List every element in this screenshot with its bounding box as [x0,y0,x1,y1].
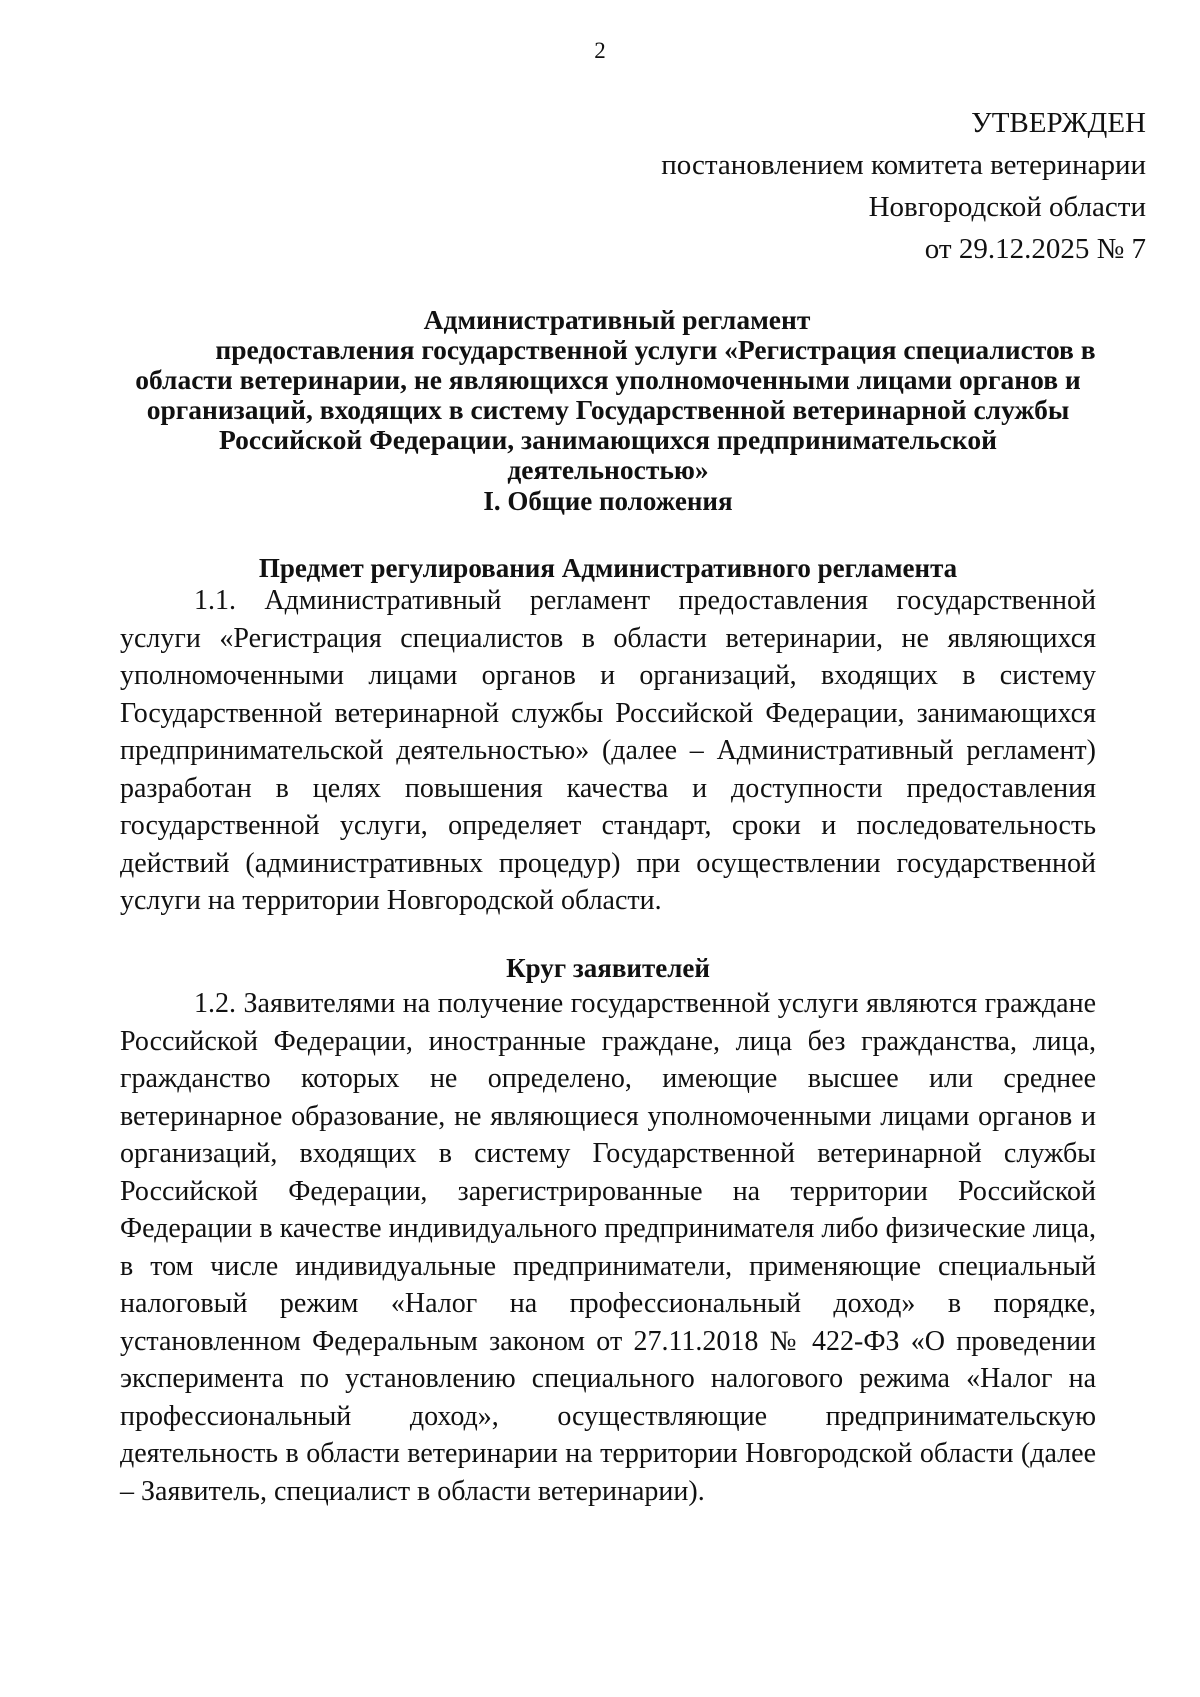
page-number: 2 [594,38,606,63]
title-line: Российской Федерации, занимающихся предпринимательской деятельностью» [219,424,997,485]
approval-line: постановлением комитета ветеринарии [661,149,1146,181]
title-line: Административный регламент [423,304,811,335]
approval-block [661,102,1146,270]
approval-line: Новгородской области [868,191,1146,223]
subsection-heading: Круг заявителей [506,953,710,983]
title-line: предоставления государственной услуги «Регистрация специалистов в [215,334,1096,365]
subsection-heading: Предмет регулирования Административного регламента [258,553,958,583]
section-heading: I. Общие положения [483,486,733,516]
approval-line: УТВЕРЖДЕН [971,107,1146,139]
document-title [118,305,1098,485]
title-line: организаций, входящих в систему Государственной ветеринарной службы [146,394,1070,425]
paragraph-1-1: 1.1. Административный регламент предоставления государственной услуги «Регистрация специалистов в области ветеринарии, не являющихся уполномоченными лицами органов и организаций, входящих в систему Государственной ветеринарной службы Российской Федерации, занимающихся предпринимательской деятельностью» (далее – Административный регламент) разработан в целях повышения качества и доступности предоставления государственной услуги, определяет стандарт, сроки и последовательность действий (административных процедур) при осуществлении государственной услуги на территории Новгородской области. [120,585,1096,916]
title-line: области ветеринарии, не являющихся уполномоченными лицами органов и [135,364,1081,395]
paragraph-1-2: 1.2. Заявителями на получение государственной услуги являются граждане Российской Федерации, иностранные граждане, лица без гражданства, лица, гражданство которых не определено, имеющие высшее или среднее ветеринарное образование, не являющиеся уполномоченными лицами органов и организаций, входящих в систему Государственной ветеринарной службы Российской Федерации, зарегистрированные на территории Российской Федерации в качестве индивидуального предпринимателя либо физические лица, в том числе индивидуальные предприниматели, применяющие специальный налоговый режим «Налог на профессиональный доход» в порядке, установленном Федеральным законом от 27.11.2018 № 422-ФЗ «О проведении эксперимента по установлению специального налогового режима «Налог на профессиональный доход», осуществляющие предпринимательскую деятельность в области ветеринарии на территории Новгородской области (далее – Заявитель, специалист в области ветеринарии). [120,988,1096,1507]
approval-line: от 29.12.2025 № 7 [924,233,1146,265]
